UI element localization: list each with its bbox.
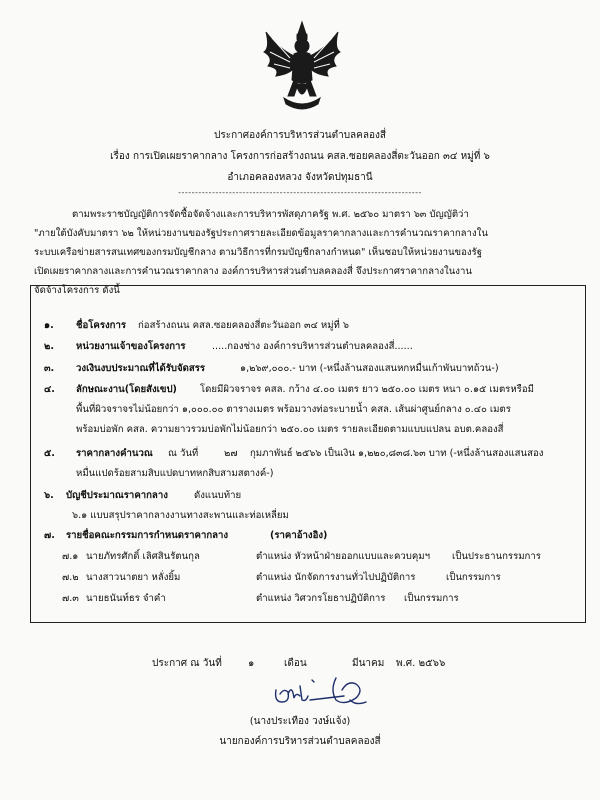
member-3-position: ตำแหน่ง วิศวกรโยธาปฏิบัติการ [256, 593, 386, 604]
item-5-date-prefix: ณ วันที่ [168, 448, 199, 459]
item-3-value: ๑,๒๖๙,๐๐๐.- บาท (-หนึ่งล้านสองแสนหกหมื่นเก้าพันบาทถ้วน-) [240, 363, 499, 374]
item-4-line-3: พร้อมบ่อพัก คสล. ความยาวรวมบ่อพักไม่น้อยกว่า ๒๕๐.๐๐ เมตร รายละเอียดตามแบบแปลน อบต.คลองสี่ [76, 424, 504, 435]
item-6-value: ดังแนบท้าย [194, 490, 242, 501]
item-7-label: รายชื่อคณะกรรมการกำหนดราคากลาง [66, 530, 229, 541]
item-5-value: กุมภาพันธ์ ๒๕๖๖ เป็นเงิน ๑,๒๒๐,๘๓๘.๖๓ บาท (-หนึ่งล้านสองแสนสอง [250, 448, 544, 459]
item-3-number: ๓. [44, 363, 55, 374]
announce-month: มีนาคม [352, 658, 385, 669]
member-1-name: นายภัทรศักดิ์ เลิศสินรัตนกุล [86, 551, 200, 562]
member-2-name: นางสาวนาตยา หลั่งยิ้ม [86, 572, 181, 583]
header-line-3: อำเภอคลองหลวง จังหวัดปทุมธานี [227, 172, 373, 183]
handwritten-signature [270, 672, 380, 710]
item-2-value: .....กองช่าง องค์การบริหารส่วนตำบลคลองสี่...... [212, 341, 413, 352]
intro-line-2: "ภายใต้บังคับมาตรา ๖๒ ให้หน่วยงานของรัฐประกาศรายละเอียดข้อมูลราคากลางและการคำนวณราคากลางใน [34, 228, 488, 239]
header-line-1: ประกาศองค์การบริหารส่วนตำบลคลองสี่ [214, 130, 386, 141]
item-1-label: ชื่อโครงการ [76, 320, 127, 331]
header-separator: ------------------------------------------------------------------------ [178, 188, 422, 197]
item-7-value: (ราคาอ้างอิง) [270, 530, 328, 541]
announce-month-label: เดือน [284, 658, 307, 669]
item-4-label: ลักษณะงาน(โดยสังเขป) [76, 384, 177, 395]
item-4-line-1: โดยมีผิวจราจร คสล. กว้าง ๔.๐๐ เมตร ยาว ๒๕๐.๐๐ เมตร หนา ๐.๑๕ เมตรหรือมี [200, 384, 534, 395]
announce-prefix: ประกาศ ณ วันที่ [152, 658, 222, 669]
member-1-position: ตำแหน่ง หัวหน้าฝ่ายออกแบบและควบคุมฯ [256, 551, 430, 562]
item-6-sub: ๖.๑ แบบสรุปราคากลางงานทางสะพานและท่อเหลี่ยม [72, 510, 289, 521]
member-1-role: เป็นประธานกรรมการ [452, 551, 541, 562]
item-5-number: ๕. [44, 448, 55, 459]
member-3-number: ๗.๓ [62, 593, 79, 604]
item-2-number: ๒. [44, 341, 54, 352]
item-4-number: ๔. [44, 384, 55, 395]
signatory-name: (นางประเทือง วงษ์แจ้ง) [249, 716, 351, 727]
member-1-number: ๗.๑ [62, 551, 79, 562]
announce-day: ๑ [248, 658, 255, 669]
item-2-label: หน่วยงานเจ้าของโครงการ [76, 341, 186, 352]
intro-line-1: ตามพระราชบัญญัติการจัดซื้อจัดจ้างและการบริหารพัสดุภาครัฐ พ.ศ. ๒๕๖๐ มาตรา ๖๓ บัญญัติว่า [72, 209, 469, 220]
intro-line-5: จัดจ้างโครงการ ดังนี้ [34, 285, 120, 296]
item-7-number: ๗. [44, 530, 55, 541]
item-1-value: ก่อสร้างถนน คสล.ซอยคลองสี่ตะวันออก ๓๔ หมู่ที่ ๖ [138, 320, 350, 331]
member-3-name: นายธนันท์ธร จำคำ [86, 593, 166, 604]
signatory-title: นายกองค์การบริหารส่วนตำบลคลองสี่ [219, 736, 381, 747]
member-2-number: ๗.๒ [62, 572, 79, 583]
item-4-line-2: พื้นที่ผิวจราจรไม่น้อยกว่า ๑,๐๐๐.๐๐ ตารางเมตร พร้อมวางท่อระบายน้ำ คสล. เส้นผ่าศูนย์กลาง ๐.๔๐ เมตร [76, 404, 511, 415]
header-line-2: เรื่อง การเปิดเผยราคากลาง โครงการก่อสร้างถนน คสล.ซอยคลองสี่ตะวันออก ๓๔ หมู่ที่ ๖ [110, 151, 490, 162]
item-3-label: วงเงินงบประมาณที่ได้รับจัดสรร [76, 363, 206, 374]
member-2-position: ตำแหน่ง นักจัดการงานทั่วไปปฏิบัติการ [256, 572, 416, 583]
item-5-line-2: หมื่นแปดร้อยสามสิบแปดบาทหกสิบสามสตางค์-) [76, 468, 274, 479]
garuda-emblem [260, 18, 344, 118]
member-2-role: เป็นกรรมการ [446, 572, 501, 583]
item-5-label: ราคากลางคำนวณ [76, 448, 153, 459]
member-3-role: เป็นกรรมการ [404, 593, 459, 604]
item-6-label: บัญชีประมาณราคากลาง [66, 490, 168, 501]
item-6-number: ๖. [44, 490, 54, 501]
intro-line-4: เปิดเผยราคากลางและการคำนวณราคากลาง องค์การบริหารส่วนตำบลคลองสี่ จึงประกาศราคากลางในงาน [34, 266, 472, 277]
announce-year: พ.ศ. ๒๕๖๖ [396, 658, 446, 669]
item-5-day: ๒๗ [224, 448, 238, 459]
intro-line-3: ระบบเครือข่ายสารสนเทศของกรมบัญชีกลาง ตามวิธีการที่กรมบัญชีกลางกำหนด" เห็นชอบให้หน่วยงานของรัฐ [34, 247, 482, 258]
item-1-number: ๑. [44, 320, 54, 331]
